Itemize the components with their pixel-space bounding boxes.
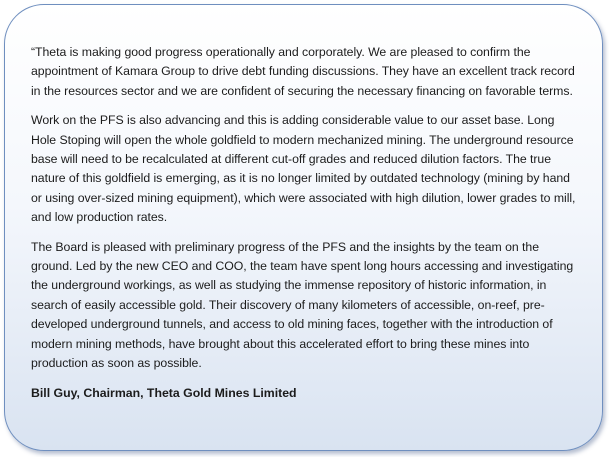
- quote-paragraph-2: Work on the PFS is also advancing and this is adding considerable value to our asset base. Long Hole Stoping will open the whole goldfield to modern mechanized mining. The underground resource base will need to be recalculated at different cut-off grades and reduced dilution factors. The true nature of this goldfield is emerging, as it is no longer limited by outdated technology (mining by hand or using over-sized mining equipment), which were associated with high dilution, lower grades to mill, and low production rates.: [31, 113, 576, 225]
- quote-paragraph-1: “Theta is making good progress operationally and corporately. We are pleased to confirm the appointment of Kamara Group to drive debt funding discussions. They have an excellent track record in the resources sector and we are confident of securing the necessary financing on favorable terms.: [31, 45, 575, 98]
- quote-signature: Bill Guy, Chairman, Theta Gold Mines Limited: [31, 385, 297, 400]
- quote-paragraph-3: The Board is pleased with preliminary progress of the PFS and the insights by the team on the ground. Led by the new CEO and COO, the team have spent long hours accessing and investigating the underground workings, as well as studying the immense repository of historic information, in search of easily accessible gold. Their discovery of many kilometers of accessible, on-reef, pre-developed underground tunnels, and access to old mining faces, together with the introduction of modern mining methods, have brought about this accelerated effort to bring these mines into production as soon as possible.: [31, 239, 574, 371]
- quote-box: [4, 4, 603, 451]
